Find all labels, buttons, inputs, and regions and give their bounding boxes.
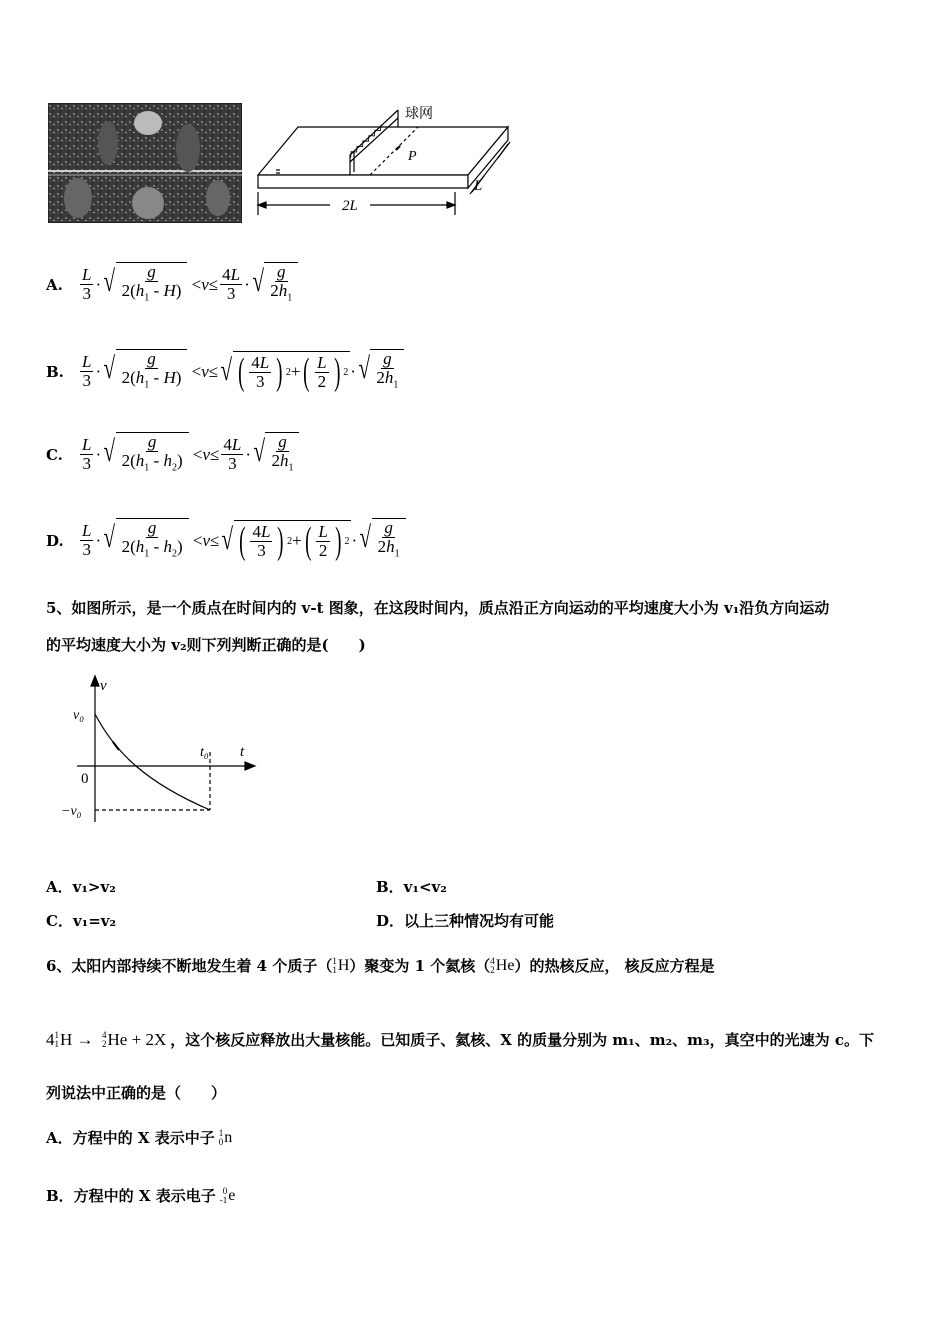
- table-diagram: [250, 100, 520, 225]
- q5-line2: 的平均速度大小为 v₂则下列判断正确的是( ): [46, 636, 366, 654]
- q6-option-a[interactable]: [46, 1122, 232, 1154]
- option-label: D.: [46, 532, 64, 550]
- neutron-symbol: 1 0 n: [218, 1128, 233, 1147]
- electron-symbol: 0 -1 e: [219, 1186, 236, 1205]
- formula-c: $\frac{L}{3}$ · √ $\frac{g}{2(h_1 - h_2)}$ < v ≤ $\frac{4L}{3}$ · √ $\frac{g}{2h_1}$: [78, 432, 299, 477]
- q5-option-d[interactable]: D．以上三种情况均有可能: [376, 912, 555, 930]
- v-axis-label: v: [100, 678, 107, 694]
- q6-option-a-text: A．方程中的 X 表示中子: [46, 1129, 215, 1147]
- formula-a: $\frac{L}{3}$ · √ $\frac{g}{2(h_1 - H)}$ < v ≤ $\frac{4L}{3}$ · √ $\frac{g}{2h_1}$: [78, 262, 298, 307]
- q5-option-c[interactable]: C．v₁=v₂: [46, 912, 117, 930]
- q6-equation-line: [46, 1022, 874, 1058]
- q5-option-b[interactable]: B．v₁<v₂: [376, 878, 447, 896]
- q5-line1: 5、如图所示，是一个质点在时间内的 v-t 图象，在这段时间内，质点沿正方向运动的平均速度大小为 v₁沿负方向运动: [46, 599, 830, 617]
- vt-graph: [55, 672, 265, 832]
- q6-option-b[interactable]: [46, 1180, 235, 1212]
- q6-line1: [46, 950, 715, 982]
- q6-eq-text: ，这个核反应释放出大量核能。已知质子、氦核、X 的质量分别为 m₁、m₂、m₃，真空中的光速为 c。下: [170, 1031, 874, 1049]
- width-label: L: [474, 178, 483, 194]
- length-label: 2L: [342, 198, 358, 214]
- proton-symbol: 1 1 H: [332, 956, 350, 975]
- option-label: A.: [46, 276, 63, 294]
- option-d[interactable]: [46, 514, 406, 568]
- q6-line3: 列说法中正确的是（ ）: [46, 1084, 227, 1102]
- helium-symbol: 4 2 He: [490, 956, 515, 975]
- p-label: P: [408, 149, 417, 164]
- v0-label: v₀: [73, 708, 85, 723]
- q6-option-b-text: B．方程中的 X 表示电子: [46, 1187, 216, 1205]
- reaction-equation: 4 1 1 H → 4 2 He + 2X: [46, 1030, 167, 1049]
- formula-b: $\frac{L}{3}$ · √ $\frac{g}{2(h_1 - H)}$ < v ≤ √ ( $\frac{4L}{3}$ ) 2 + ( $\frac{L}{2}$ ) 2 · √ $\frac{g}{2h_1}$: [78, 349, 404, 394]
- q6-line1-b: ）聚变为 1 个氦核（: [349, 957, 491, 975]
- t-axis-label: t: [240, 744, 245, 760]
- origin-label: 0: [81, 771, 89, 787]
- option-label: B.: [46, 363, 64, 381]
- q5-option-a[interactable]: A．v₁>v₂: [46, 878, 116, 896]
- neg-v0-label: −v₀: [61, 804, 82, 819]
- t0-label: t₀: [200, 745, 209, 760]
- option-label: C.: [46, 446, 63, 464]
- option-b[interactable]: [46, 345, 404, 399]
- formula-d: $\frac{L}{3}$ · √ $\frac{g}{2(h_1 - h_2)}$ < v ≤ √ ( $\frac{4L}{3}$ ) 2 + ( $\frac{L}{2}$ ) 2 · √ $\frac{g}{2h_1}$: [78, 518, 406, 563]
- net-label: 球网: [405, 105, 433, 121]
- option-c[interactable]: [46, 428, 299, 482]
- volleyball-photo: [48, 103, 242, 223]
- q6-line1-c: ）的热核反应， 核反应方程是: [514, 957, 715, 975]
- option-a[interactable]: [46, 258, 298, 312]
- q6-line1-a: 6、太阳内部持续不断地发生着 4 个质子（: [46, 957, 333, 975]
